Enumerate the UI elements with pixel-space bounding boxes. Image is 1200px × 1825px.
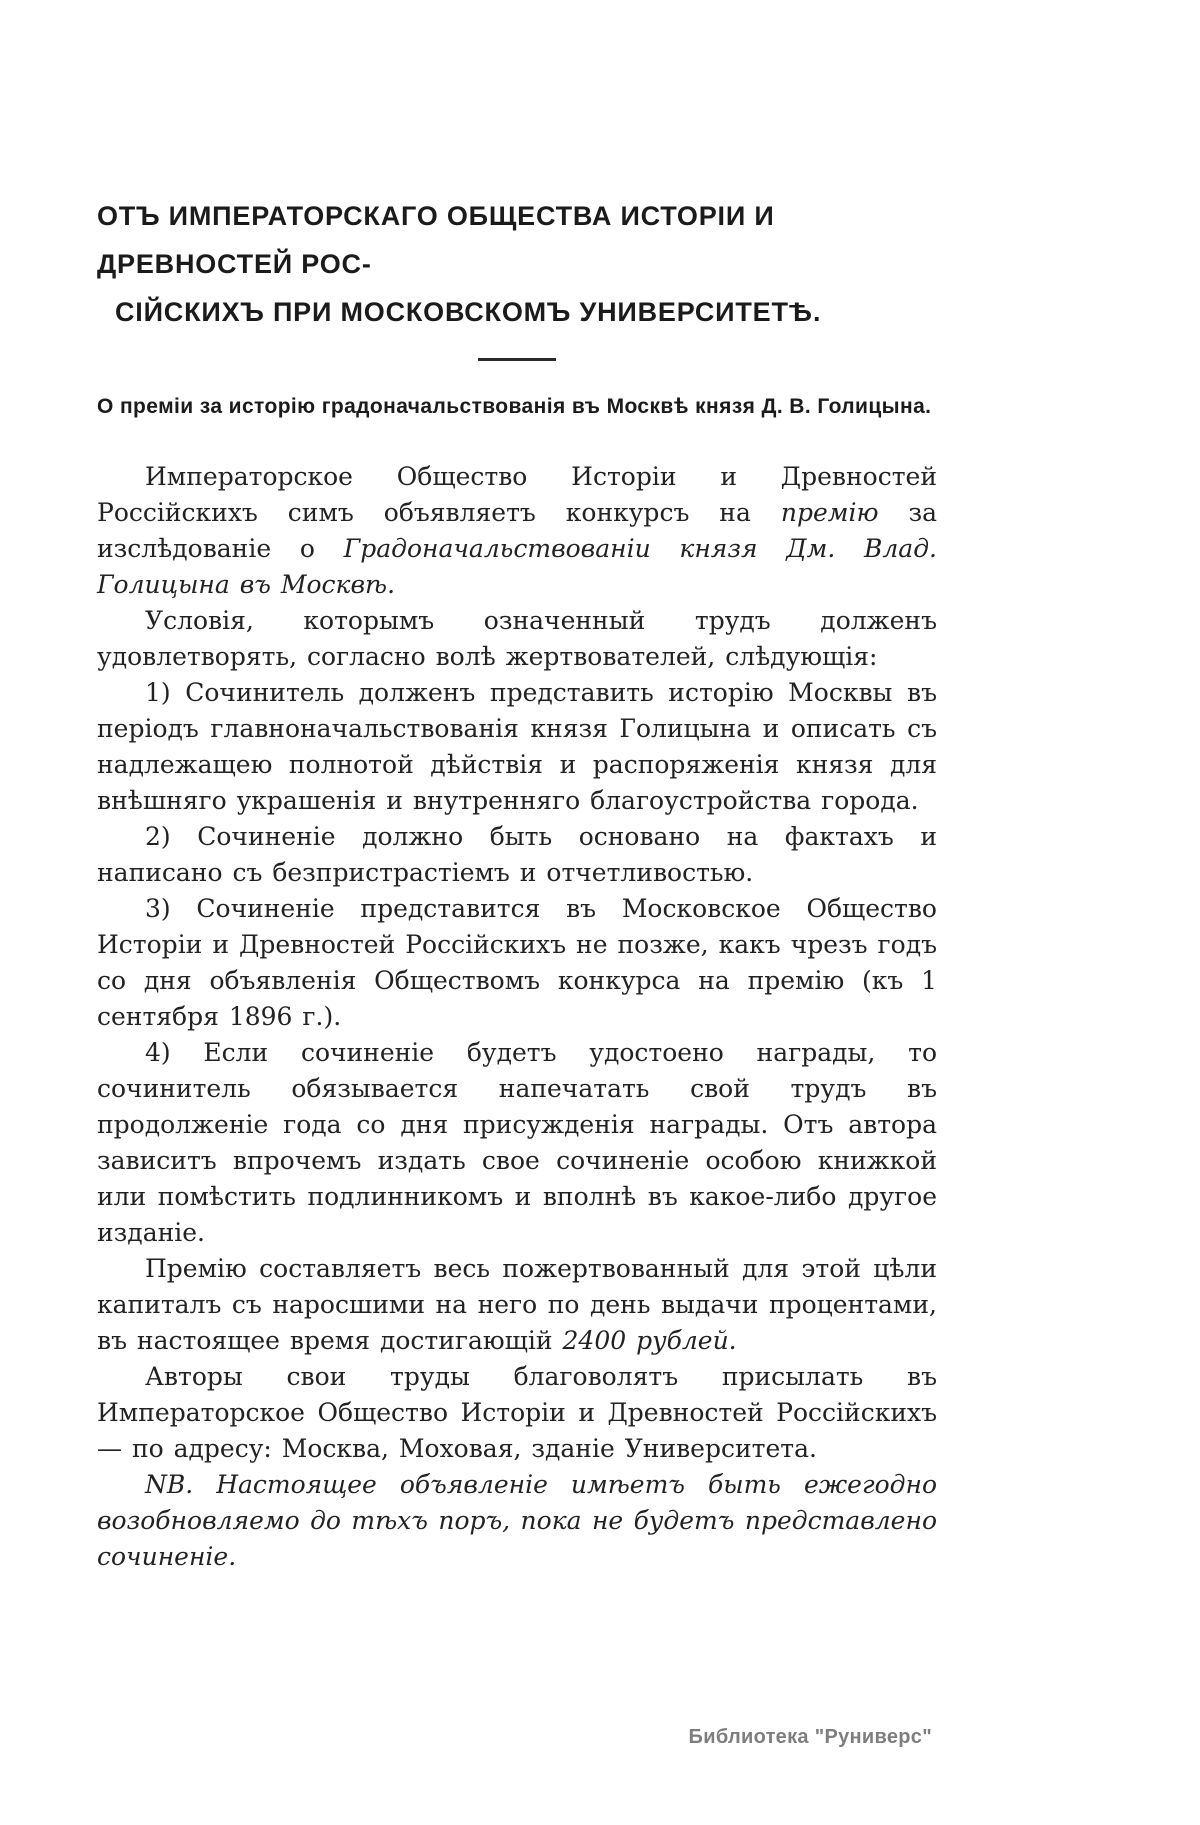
text-run-italic: NB. Настоящее объявленіе имѣетъ быть ежегодно возобновляемо до тѣхъ поръ, пока не будетъ представлено сочиненіе. — [97, 1470, 937, 1571]
document-subtitle: О преміи за исторію градоначальствованія въ Москвѣ князя Д. В. Голицына. — [97, 395, 932, 418]
text-run: Императорское Общество Исторіи и Древностей Россійскихъ симъ объявляетъ конкурсъ на — [97, 462, 937, 527]
text-run: 1) Сочинитель долженъ представить исторію Москвы въ періодъ главноначальствованія князя Голицына и описать съ надлежащею полнотой дѣйствія и распоряженія князя для внѣшняго украшенія и внутренняго благоустройства города. — [97, 678, 937, 815]
text-run: Премію составляетъ весь пожертвованный для этой цѣли капиталъ съ наросшими на него по день выдачи процентами, въ настоящее время достигающій — [97, 1254, 937, 1355]
text-run: Условія, которымъ означенный трудъ долженъ удовлетворять, согласно волѣ жертвователей, слѣдующія: — [97, 606, 937, 671]
text-run-italic: премію — [780, 498, 879, 527]
paragraph — [97, 1251, 937, 1359]
title-divider — [478, 358, 556, 361]
paragraph — [97, 603, 937, 675]
paragraph — [97, 1467, 937, 1575]
paragraph — [97, 819, 937, 891]
page-title — [97, 192, 937, 336]
paragraph — [97, 459, 937, 603]
library-watermark: Библиотека "Руниверс" — [688, 1726, 932, 1748]
document-content — [97, 0, 937, 1575]
text-run: за изслѣдованіе о — [97, 498, 937, 563]
text-run: 2) Сочиненіе должно быть основано на фактахъ и написано съ безпристрастіемъ и отчетливостью. — [97, 822, 937, 887]
title-line: ОТЪ ИМПЕРАТОРСКАГО ОБЩЕСТВА ИСТОРІИ И ДРЕВНОСТЕЙ РОС- — [97, 201, 775, 279]
paragraph — [97, 675, 937, 819]
paragraph — [97, 891, 937, 1035]
text-run-italic: 2400 рублей. — [562, 1326, 737, 1355]
text-run: 4) Если сочиненіе будетъ удостоено награды, то сочинитель обязывается напечатать свой трудъ въ продолженіе года со дня присужденія награды. Отъ автора зависитъ впрочемъ издать свое сочиненіе особою книжкой или помѣстить подлинникомъ и вполнѣ въ какое-либо другое изданіе. — [97, 1038, 937, 1247]
text-run: Авторы свои труды благоволятъ присылать въ Императорское Общество Исторіи и Древностей Россійскихъ — по адресу: Москва, Моховая, зданіе Университета. — [97, 1362, 937, 1463]
text-run: 3) Сочиненіе представится въ Московское Общество Исторіи и Древностей Россійскихъ не позже, какъ чрезъ годъ со дня объявленія Обществомъ конкурса на премію (къ 1 сентября 1896 г.). — [97, 894, 937, 1031]
text-run-italic: Градоначальствованіи князя Дм. Влад. Голицына въ Москвѣ. — [97, 534, 937, 599]
title-line: СІЙСКИХЪ ПРИ МОСКОВСКОМЪ УНИВЕРСИТЕТѢ. — [115, 297, 822, 327]
paragraph — [97, 1035, 937, 1251]
paragraph — [97, 1359, 937, 1467]
document-body — [97, 459, 937, 1575]
